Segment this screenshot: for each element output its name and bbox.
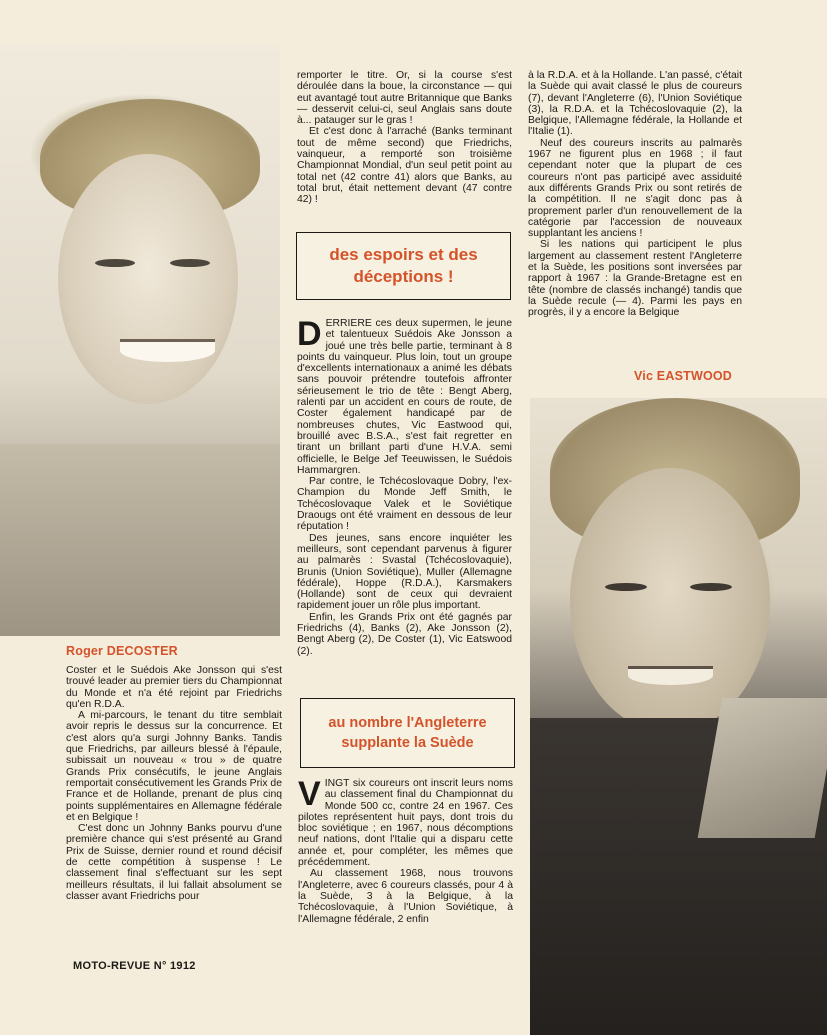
col3-para-1: à la R.D.A. et à la Hollande. L'an passé, c'était la Suède qui avait classé le plus de coureurs (7), devant l'Angleterre (6), l'Union Soviétique (3), la R.D.A. et la Tchécoslovaquie (2), la Belgique, l'Allemagne fédérale, la Hollande et l'Italie (1). bbox=[528, 70, 742, 138]
col2-bottom-para-2: Au classement 1968, nous trouvons l'Angleterre, avec 6 coureurs classés, pour 4 à la Suède, 3 à la Belgique, à la Tchécoslovaquie, à l'Union Soviétique, à l'Allemagne fédérale, 2 enfin bbox=[298, 868, 513, 925]
column-3 bbox=[528, 70, 742, 319]
heading-angleterre bbox=[300, 698, 515, 768]
footer-issue: MOTO-REVUE N° 1912 bbox=[73, 960, 196, 972]
decoster-caption: Roger DECOSTER bbox=[66, 644, 178, 658]
column-1 bbox=[66, 665, 282, 902]
dropcap-v: V bbox=[298, 775, 321, 813]
heading-espoirs bbox=[296, 232, 511, 300]
col2-mid-para-1: ERRIERE ces deux supermen, le jeune et talentueux Suédois Ake Jonsson a joué une très belle partie, terminant à 8 points du vainqueur. Plus loin, tout un groupe d'excellents internationaux a animé les débats sans pouvoir prétendre toutefois affronter sérieusement le trio de tête : Bengt Aberg, ralenti par un accident en cours de route, de Coster également handicapé par de nombreuses chutes, Vic Eastwood qui, brouillé avec B.S.A., s'est fait regretter en tirant un brillant parti d'une H.V.A. semi officielle, le Belge Jef Teeuwissen, le Suédois Hammargren. bbox=[297, 318, 512, 476]
eastwood-photo bbox=[530, 398, 827, 1035]
col2-mid-para-2: Par contre, le Tchécoslovaque Dobry, l'ex-Champion du Monde Jeff Smith, le Tchécoslovaque Valek et le Soviétique Draougs ont été vraiment en dessous de leur réputation ! bbox=[297, 476, 512, 533]
dropcap-d: D bbox=[297, 315, 322, 353]
col3-para-2: Neuf des coureurs inscrits au palmarès 1967 ne figurent plus en 1968 ; il faut cependant noter que la plupart de ces coureurs n'ont pas participé avec assiduité aux différents Grands Prix ou sont retirés de la compétition. Il ne s'agit donc pas à proprement parler d'un renouvellement de la catégorie par l'accession de nouveaux supplantant les anciens ! bbox=[528, 137, 742, 240]
col2-bottom-para-1: INGT six coureurs ont inscrit leurs noms au classement final du Championnat du Monde 500 cc, contre 24 en 1967. Ces pilotes représentent huit pays, dont trois du bloc soviétique ; en 1967, nous décomptions neuf nations, dont l'Italie qui a disparu cette année et, pour compléter, les mêmes que précédemment. bbox=[298, 778, 513, 869]
column-2-mid bbox=[297, 315, 512, 657]
col2-para-1: remporter le titre. Or, si la course s'est déroulée dans la boue, la circonstance — qui eut avantagé tout autre Britannique que Banks — desservit celui-ci, seul Anglais sans doute à... patauger sur le gras ! bbox=[297, 70, 512, 127]
decoster-photo bbox=[0, 44, 280, 636]
col2-para-2: Et c'est donc à l'arraché (Banks terminant tout de même second) que Friedrichs, vainqueur, a remporté son troisième Championnat Mondial, d'un seul petit point au total net (42 contre 41) alors que Banks, au total brut, était nettement devant (47 contre 42) ! bbox=[297, 126, 512, 206]
col2-mid-para-4: Enfin, les Grands Prix ont été gagnés par Friedrichs (4), Banks (2), Ake Jonsson (2), Bengt Aberg (2), De Coster (1), Vic Eatswood (2). bbox=[297, 611, 512, 657]
col1-para-3: C'est donc un Johnny Banks pourvu d'une première chance qui s'est présenté au Grand Prix de Suisse, dernier round et round décisif de cette compétition à suspense ! Le classement final s'effectuant sur les sept meilleurs résultats, il lui fallait absolument se classer avant Friedrichs pour bbox=[66, 823, 282, 902]
heading-espoirs-text: des espoirs et des déceptions ! bbox=[329, 245, 478, 286]
heading-angleterre-text: au nombre l'Angleterre supplante la Suède bbox=[328, 715, 487, 751]
col3-para-3: Si les nations qui participent le plus largement au classement restent l'Angleterre et la Suède, les positions sont inversées par rapport à 1967 : la Grande-Bretagne est en tête (nombre de classés inchangé) tandis que la Suède recule (— 4). Parmi les pays en progrès, il y a encore la Belgique bbox=[528, 239, 742, 319]
col2-mid-para-3: Des jeunes, sans encore inquiéter les meilleurs, sont cependant parvenus à figurer au palmarès : Svastal (Tchécoslovaquie), Brunis (Union Soviétique), Muller (Allemagne fédérale), Hoppe (R.D.A.), Karsmakers (Hollande) sont de ceux qui devraient rapidement jouer un rôle plus important. bbox=[297, 532, 512, 612]
column-2-top bbox=[297, 70, 512, 206]
eastwood-caption: Vic EASTWOOD bbox=[634, 369, 733, 383]
column-2-bottom bbox=[298, 775, 513, 925]
col1-para-1: Coster et le Suédois Ake Jonsson qui s'est trouvé leader au premier tiers du Championnat du Monde et n'a été rejoint par Friedrichs qu'en R.D.A. bbox=[66, 665, 282, 710]
col1-para-2: A mi-parcours, le tenant du titre semblait avoir repris le dessus sur la concurrence. Et c'est alors qu'a surgi Johnny Banks. Tandis que Friedrichs, par ailleurs blessé à l'épaule, subissait un nouveau « trou » de quatre Grands Prix consécutifs, le jeune Anglais remportait consécutivement les Grands Prix de France et de Hollande, prenant de plus cinq points supplémentaires en Allemagne fédérale et en Belgique ! bbox=[66, 710, 282, 823]
